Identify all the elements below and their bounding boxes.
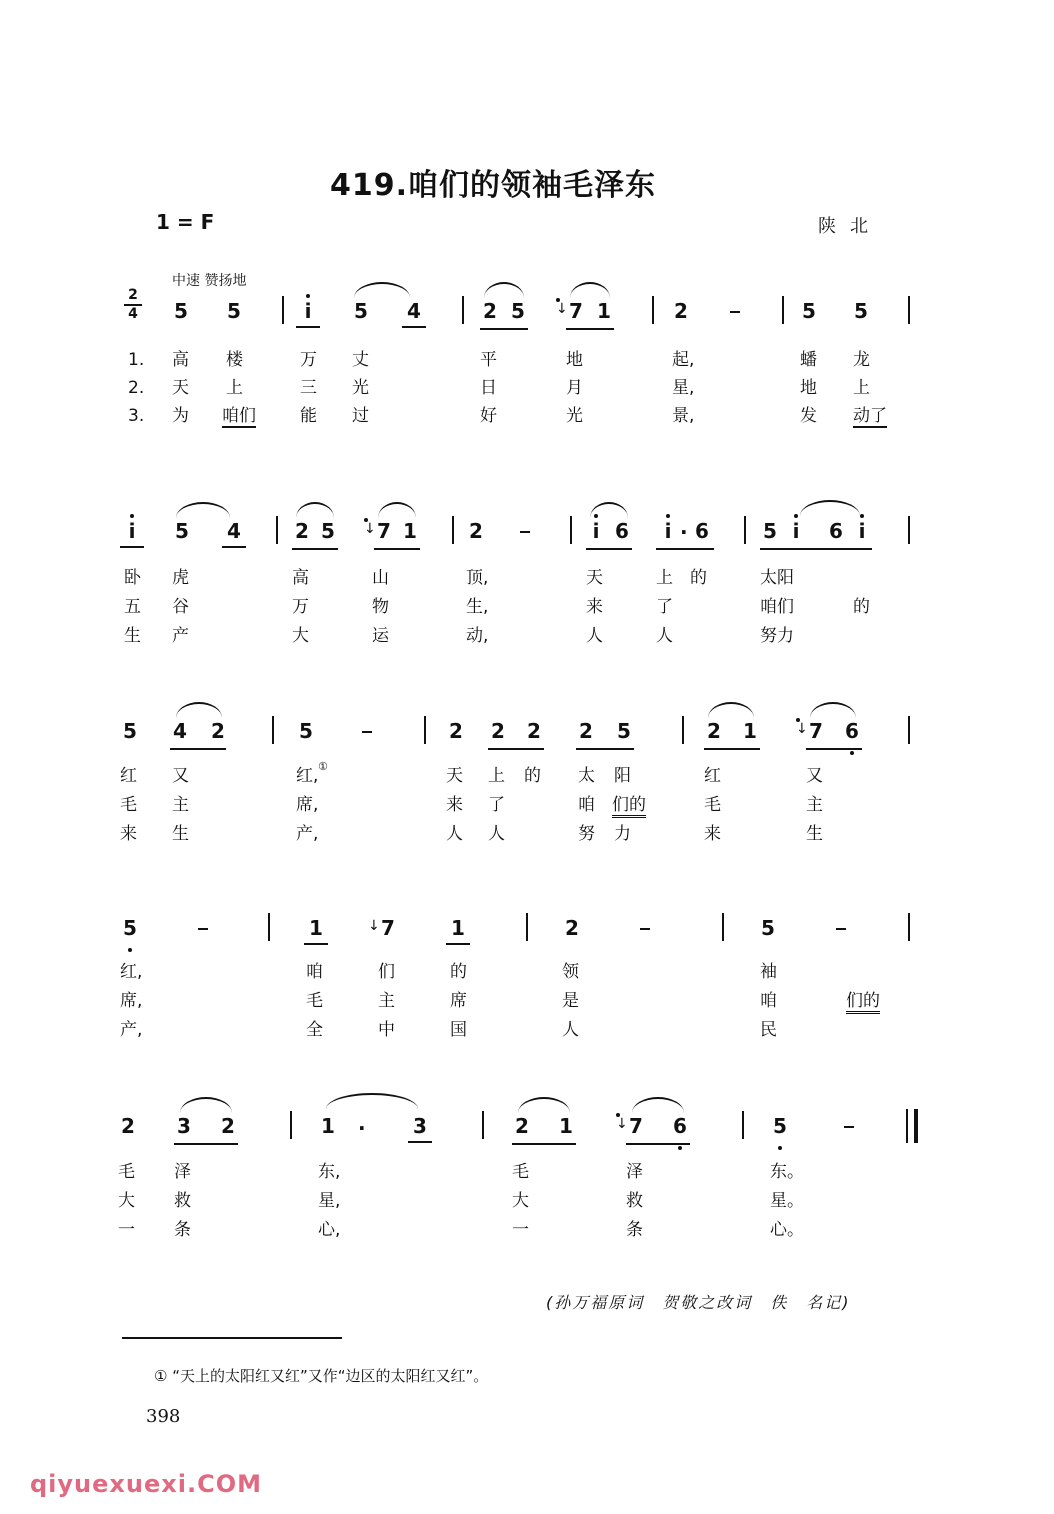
note: 2 [295,519,309,543]
lyric: 天 [446,766,463,786]
verse-number: 3. [128,406,145,426]
lyric: 光 [566,406,583,426]
verse-number: 1. [128,350,145,370]
lyric: 来 [446,795,463,815]
lyric: 五 [124,597,141,617]
note: 3 [177,1114,191,1138]
lyric: 动, [466,626,489,646]
note: i [658,520,678,542]
lyric: 人 [446,824,463,844]
lyric: 物 [372,597,389,617]
lyric: 主 [806,795,823,815]
note: ↓ 7 [374,520,394,542]
note: 5 [511,299,525,323]
lyric: 又 [806,766,823,786]
note: 5 [123,719,137,743]
lyric: 运 [372,626,389,646]
note: 1 [403,519,417,543]
notation-row-3 [0,720,1054,760]
note: 5 [299,719,313,743]
note: 2 [449,719,463,743]
lyric: 丈 [352,350,369,370]
note: 6 [615,519,629,543]
lyric: 顶, [466,568,489,588]
lyric: 中 [378,1020,395,1040]
notation-row-4 [0,917,1054,957]
lyric: 生 [806,824,823,844]
lyric: 国 [450,1020,467,1040]
note: ↓ 7 [566,300,586,322]
note: 5 [761,916,775,940]
note: 6 [695,519,709,543]
note: 6 [829,519,843,543]
note: ↓ 7 [378,917,398,939]
note: 5 [174,299,188,323]
lyric: 努力 [760,626,794,646]
lyric: 泽 [174,1162,191,1182]
lyric: 咱们 [760,597,794,617]
lyric: 人 [586,626,603,646]
note: 2 [211,719,225,743]
note: 4 [224,520,244,542]
lyric: 力 [614,824,631,844]
lyric: 了 [488,795,505,815]
lyric: 生, [466,597,489,617]
lyric: 万 [292,597,309,617]
lyric: 的 [450,962,467,982]
note: 5 [617,719,631,743]
note: 5 [763,519,777,543]
lyric: 毛 [512,1162,529,1182]
lyric: 虎 [172,568,189,588]
lyric: 毛 [118,1162,135,1182]
note: 2 [707,719,721,743]
lyric: 们 [378,962,395,982]
lyric: 毛 [120,795,137,815]
lyric: 卧 [124,568,141,588]
lyric: 救 [626,1191,643,1211]
lyric: 席 [450,991,467,1011]
note: 2 [121,1114,135,1138]
lyric: 月 [566,378,583,398]
song-region: 陕北 [818,216,882,237]
lyric: 一 [118,1220,135,1240]
note: 2 [565,916,579,940]
note: 1 [743,719,757,743]
note: 1 [448,917,468,939]
lyric: 上 [853,378,870,398]
note: 5 [770,1115,790,1137]
note: 4 [404,300,424,322]
lyric: 地 [566,350,583,370]
note: 5 [321,519,335,543]
note: 2 [469,519,483,543]
lyric: 龙 [853,350,870,370]
dotted-rhythm: · [358,1116,366,1140]
lyric: 人 [488,824,505,844]
lyric: 发 [800,406,817,426]
lyric: 谷 [172,597,189,617]
note: 6 [842,720,862,742]
lyric: 山 [372,568,389,588]
lyric: 上 [656,568,673,588]
lyric: 一 [512,1220,529,1240]
lyric: 毛 [306,991,323,1011]
watermark: qiyuexuexi.COM [30,1470,262,1498]
notation-row-2: i 5 4 2 5 ↓ 7 1 2 i 6 i · 6 5 i 6 i [0,520,1054,560]
lyric: 产 [172,626,189,646]
lyric: 上 [488,766,505,786]
lyric: 红 [120,766,137,786]
notation-row-5 [0,1115,1054,1155]
lyric: 袖 [760,962,777,982]
lyric: 日 [480,378,497,398]
note: 2 [674,299,688,323]
lyric: 景, [672,406,695,426]
notation-row-1 [0,300,1054,340]
time-signature-top: 2 [128,287,138,303]
lyric: 天 [172,378,189,398]
note: i [298,300,318,322]
song-title: 419.咱们的领袖毛泽东 [330,168,657,203]
note: 1 [597,299,611,323]
lyric: 东, [318,1162,341,1182]
lyric: 心, [318,1220,341,1240]
lyric: 楼 [226,350,243,370]
lyric: 起, [672,350,695,370]
lyric: 好 [480,406,497,426]
lyric: 来 [120,824,137,844]
lyric: 大 [512,1191,529,1211]
note: i [122,520,142,542]
lyric: 咱 [578,795,595,815]
note: 2 [491,719,505,743]
lyric: 东。 [770,1162,804,1182]
lyric: 动了 [853,406,887,426]
footnote: ① “天上的太阳红又红”又作“边区的太阳红又红”。 [154,1367,489,1385]
note: 1 [306,917,326,939]
lyric: 来 [704,824,721,844]
lyric: 能 [300,406,317,426]
note: 2 [527,719,541,743]
lyric: 条 [626,1220,643,1240]
lyric: 主 [378,991,395,1011]
lyric: 泽 [626,1162,643,1182]
lyric: 大 [292,626,309,646]
time-signature-bottom: 4 [128,306,138,322]
note: 2 [483,299,497,323]
note: 4 [173,719,187,743]
note: 6 [670,1115,690,1137]
lyric: 的 [524,766,541,786]
note: 5 [354,299,368,323]
lyric: 红 [704,766,721,786]
note: 1 [559,1114,573,1138]
lyric: 高 [172,350,189,370]
note: ↓ 7 [626,1115,646,1137]
lyric: 领 [562,962,579,982]
lyric: 席, [120,991,143,1011]
lyric: 星, [672,378,695,398]
key-signature: 1 = F [156,210,215,234]
note: i [852,520,872,542]
lyric: 蟠 [800,350,817,370]
lyric: 咱 [760,991,777,1011]
credits: (孙万福原词 贺敬之改词 佚 名记) [546,1293,851,1312]
note: i [586,520,606,542]
lyric: 阳 [614,766,631,786]
note: 5 [854,299,868,323]
lyric: 上 [226,378,243,398]
lyric: 咱 [306,962,323,982]
lyric: 产, [120,1020,143,1040]
lyric: 毛 [704,795,721,815]
lyric: 主 [172,795,189,815]
note: 5 [120,917,140,939]
lyric: 生 [124,626,141,646]
lyric: 人 [562,1020,579,1040]
note: 2 [515,1114,529,1138]
lyric: 光 [352,378,369,398]
lyric: 民 [760,1020,777,1040]
lyric: 们的 [846,991,880,1014]
lyric: 咱们 [222,406,256,426]
lyric: 大 [118,1191,135,1211]
note: 2 [221,1114,235,1138]
lyric: 天 [586,568,603,588]
lyric: 来 [586,597,603,617]
lyric: 地 [800,378,817,398]
footnote-divider [122,1337,342,1339]
lyric: 又 [172,766,189,786]
lyric: 全 [306,1020,323,1040]
lyric: 了 [656,597,673,617]
lyric: 的 [690,568,707,588]
lyric: 太阳 [760,568,794,588]
lyric: 为 [172,406,189,426]
note: i [786,520,806,542]
lyric: 红, [120,962,143,982]
tempo-marking: 中速 赞扬地 [172,273,247,289]
lyric: 产, [296,824,319,844]
lyric: 红, [296,766,319,786]
lyric: 高 [292,568,309,588]
lyric: 过 [352,406,369,426]
note: 2 [579,719,593,743]
lyric: 太 [578,766,595,786]
lyric: 星, [318,1191,341,1211]
lyric: 生 [172,824,189,844]
note: 1 [321,1114,335,1138]
note: 5 [175,519,189,543]
page-number: 398 [146,1406,181,1427]
note: ↓ 7 [806,720,826,742]
note: 3 [410,1115,430,1137]
lyric: 救 [174,1191,191,1211]
lyric: 条 [174,1220,191,1240]
lyric: 席, [296,795,319,815]
lyric: 的 [853,597,870,617]
note: 5 [802,299,816,323]
lyric: 万 [300,350,317,370]
lyric: 是 [562,991,579,1011]
lyric: 们的 [612,795,646,818]
lyric: 人 [656,626,673,646]
lyric: 心。 [770,1220,804,1240]
note: 5 [227,299,241,323]
lyric: 平 [480,350,497,370]
lyric: 星。 [770,1191,804,1211]
verse-number: 2. [128,378,145,398]
footnote-marker: ① [318,760,328,773]
lyric: 三 [300,378,317,398]
lyric: 努 [578,824,595,844]
